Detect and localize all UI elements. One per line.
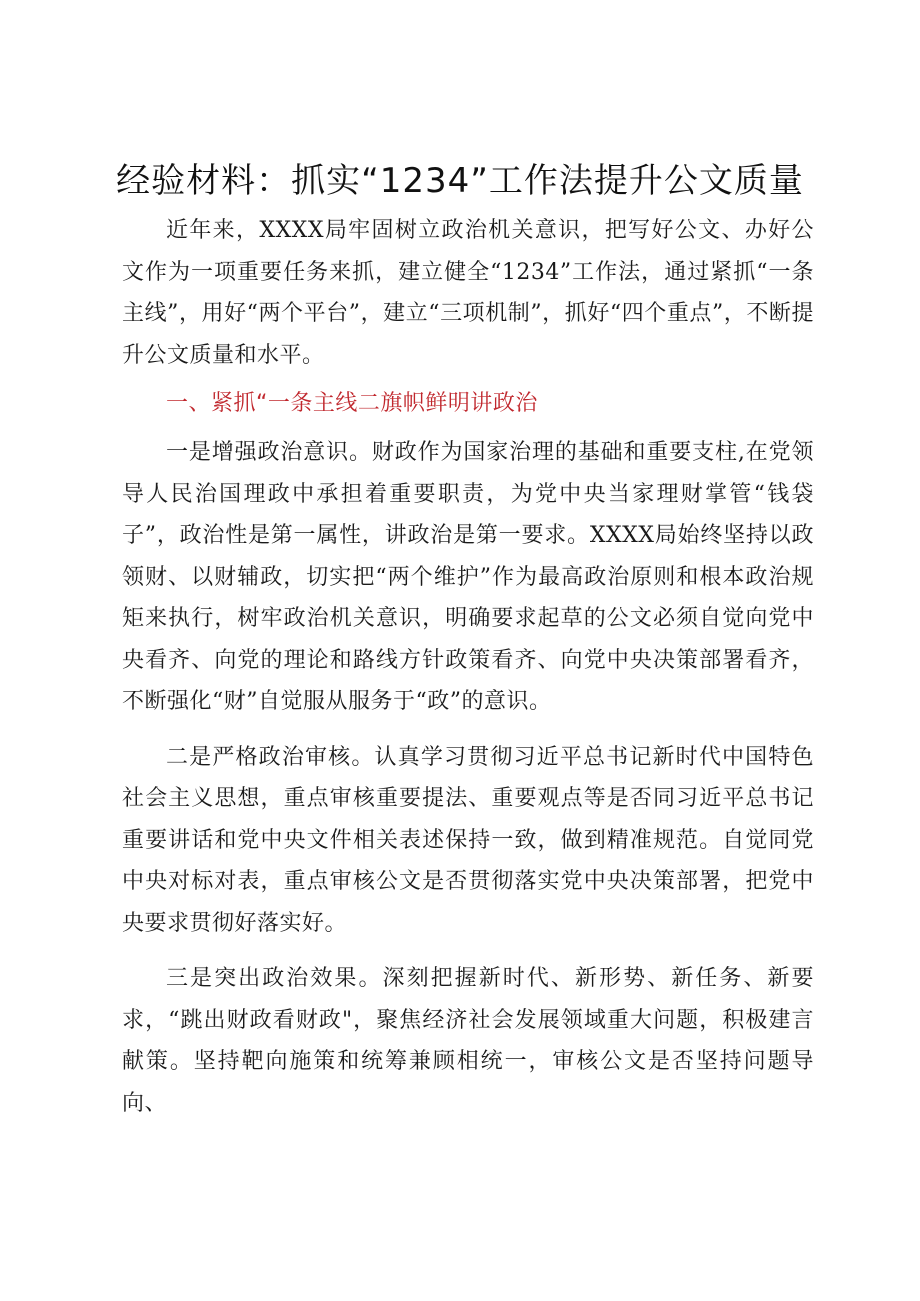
intro-paragraph: 近年来，XXXX局牢固树立政治机关意识，把写好公文、办好公文作为一项重要任务来抓，建立健全“1234”工作法，通过紧抓“一条主线”，用好“两个平台”，建立“三项机制”，抓好“四个重点”，不断提升公文质量和水平。 xyxy=(122,218,814,368)
document-body xyxy=(122,210,814,1124)
paragraph-gap xyxy=(122,944,814,958)
document-title: 经验材料：抓实“1234”工作法提升公文质量 xyxy=(116,161,804,201)
body-paragraph: 二是严格政治审核。认真学习贯彻习近平总书记新时代中国特色社会主义思想，重点审核重要提法、重要观点等是否同习近平总书记重要讲话和党中央文件相关表述保持一致，做到精准规范。自觉同党中央对标对表，重点审核公文是否贯彻落实党中央决策部署，把党中央要求贯彻好落实好。 xyxy=(122,744,814,936)
section-heading: 一、紧抓“一条主线二旗帜鲜明讲政治 xyxy=(166,391,538,416)
paragraph-gap xyxy=(122,723,814,737)
body-paragraph: 三是突出政治效果。深刻把握新时代、新形势、新任务、新要求，“跳出财政看财政"，聚焦经济社会发展领域重大问题，积极建言献策。坚持靶向施策和统筹兼顾相统一，审核公文是否坚持问题导向、 xyxy=(122,966,814,1116)
body-paragraph: 一是增强政治意识。财政作为国家治理的基础和重要支柱,在党领导人民治国理政中承担着重要职责，为党中央当家理财掌管“钱袋子”，政治性是第一属性，讲政治是第一要求。XXXX局始终坚持以政领财、以财辅政，切实把“两个维护”作为最高政治原则和根本政治规矩来执行，树牢政治机关意识，明确要求起草的公文必须自觉向党中央看齐、向党的理论和路线方针政策看齐、向党中央决策部署看齐，不断强化“财”自觉服从服务于“政”的意识。 xyxy=(122,440,814,714)
